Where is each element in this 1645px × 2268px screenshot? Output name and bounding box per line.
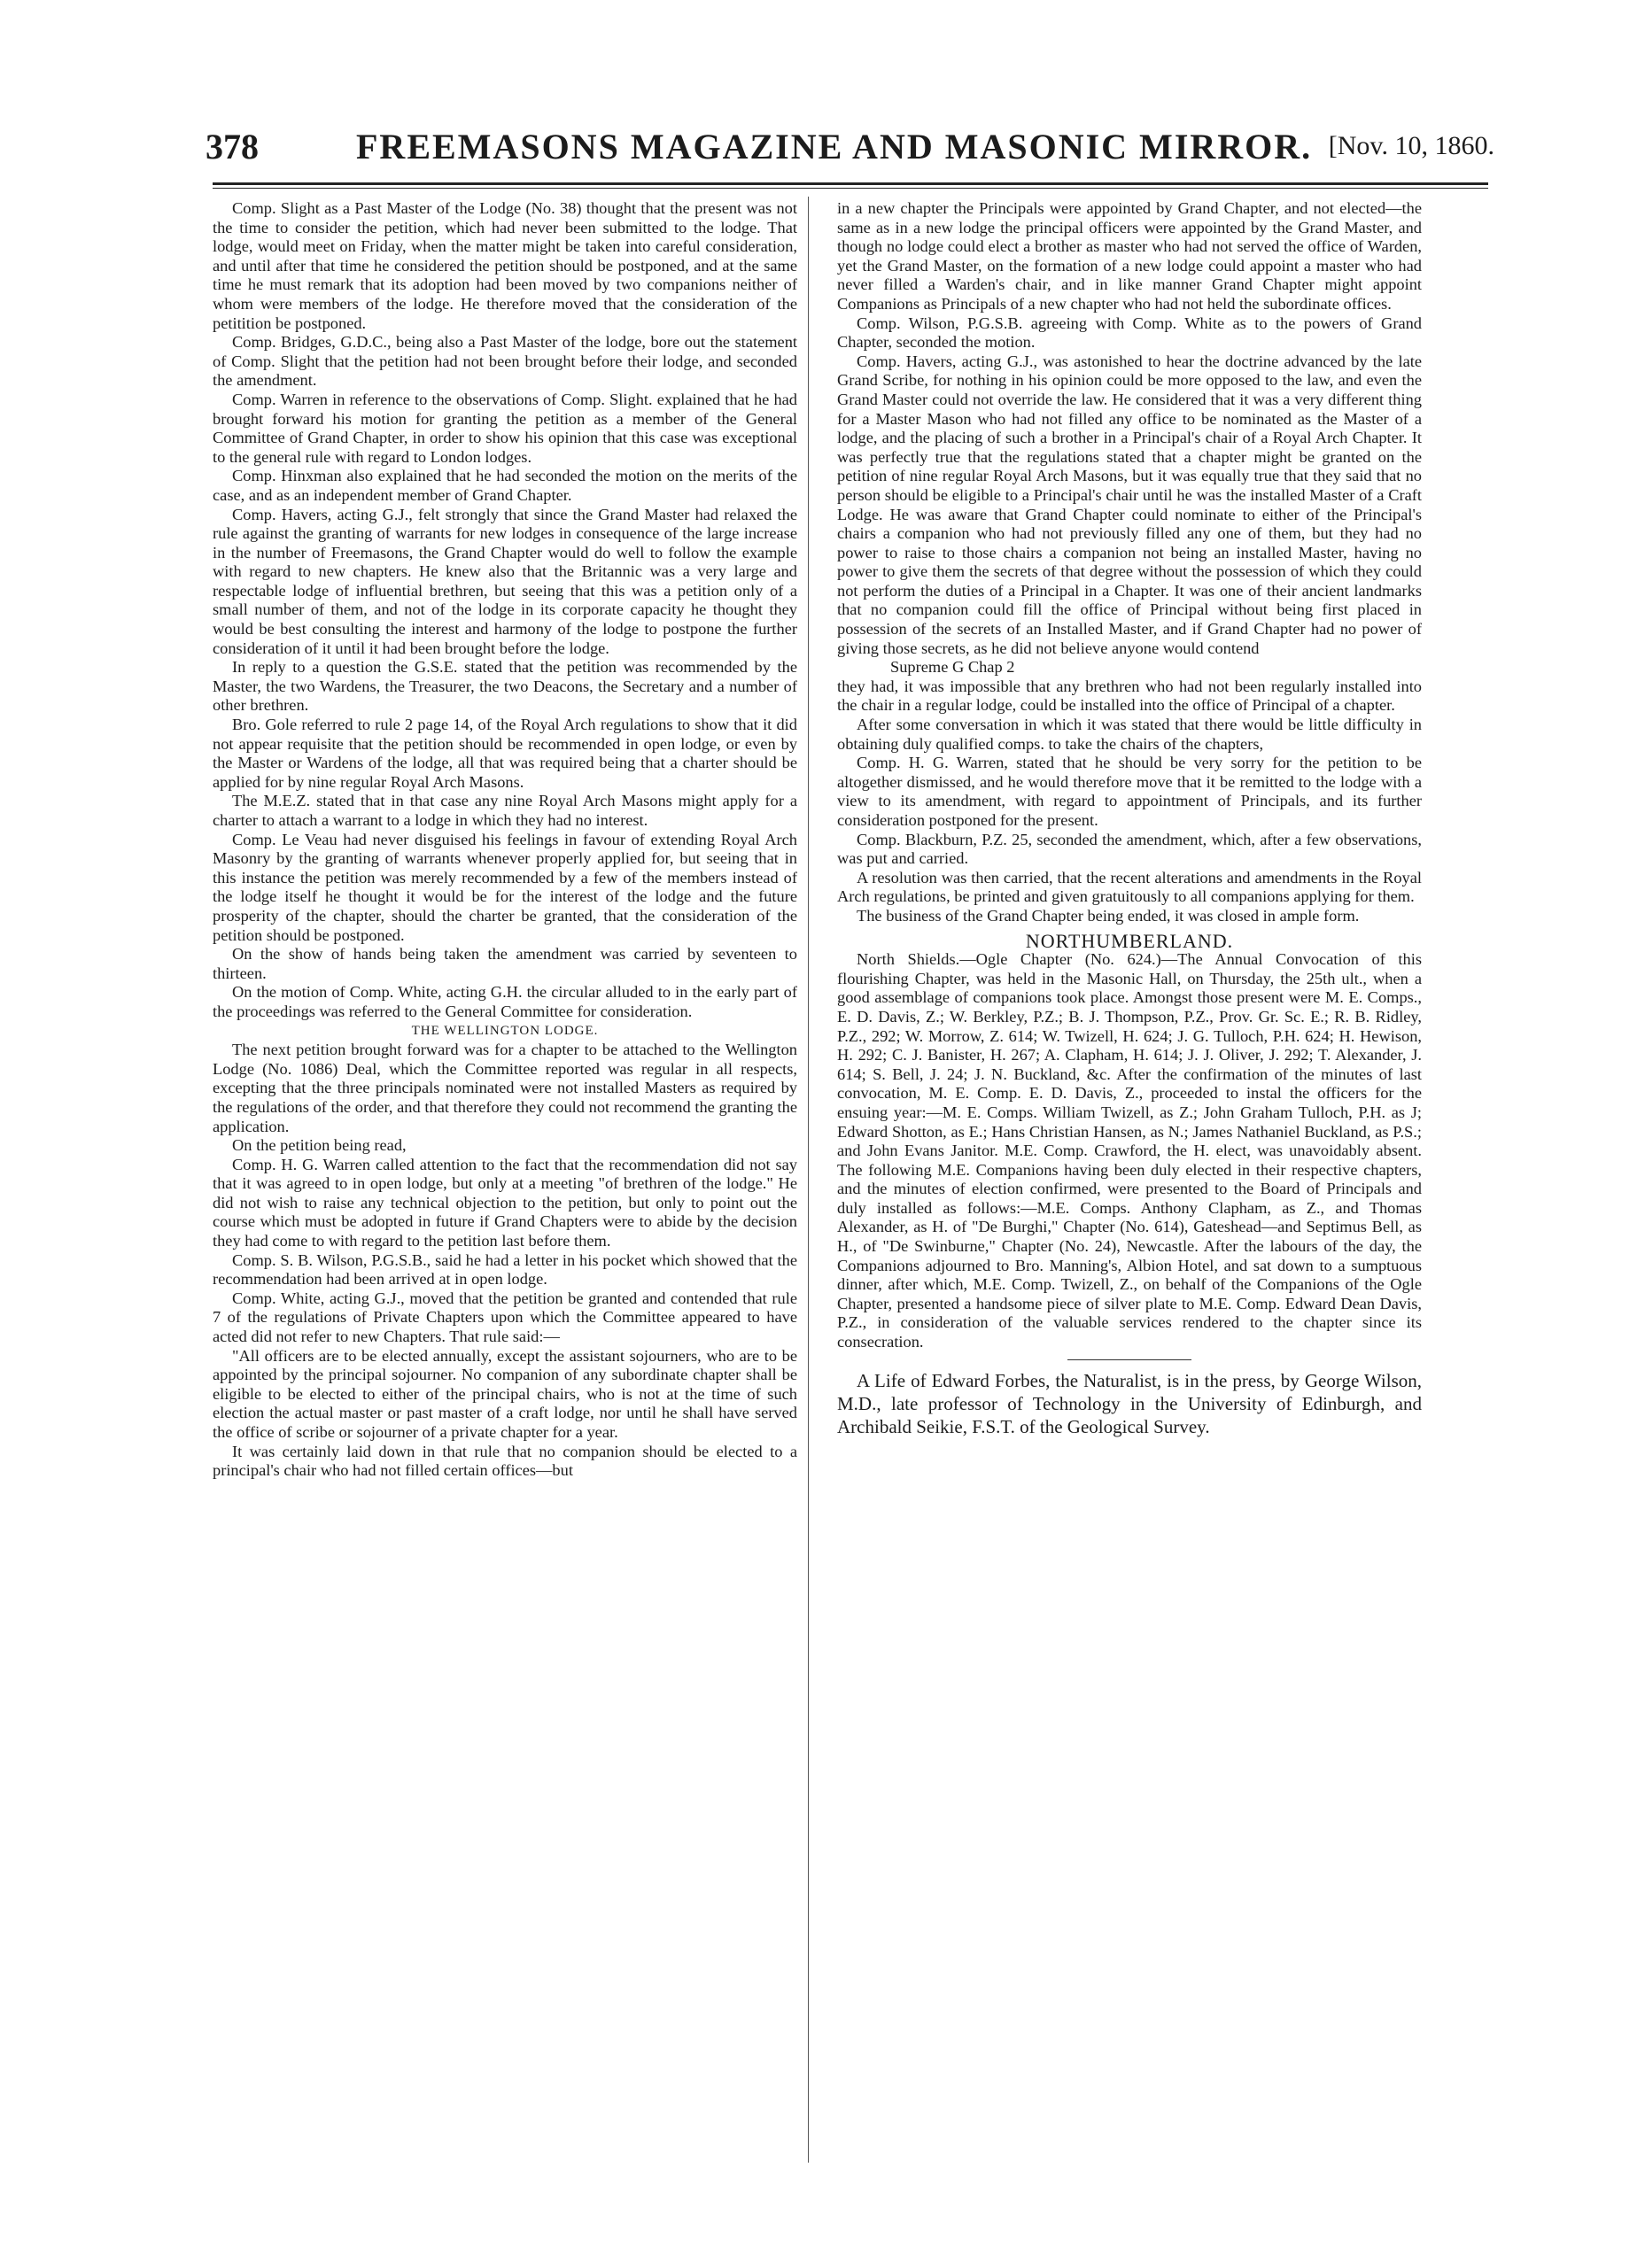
page-number: 378 — [206, 127, 259, 166]
page-header — [206, 126, 1494, 179]
left-column — [213, 199, 797, 1481]
catchline: Supreme G Chap 2 — [890, 658, 1015, 677]
paragraph: North Shields.—Ogle Chapter (No. 624.)—The Annual Convocation of this flourishing Chapter, was held in the Masonic Hall, on Thursday, the 25th ult., when a good assemblage of companions took place. Amongst those present were M. E. Comps., E. D. Davis, Z.; W. Berkley, P.Z.; B. J. Thompson, P.Z., Prov. Gr. Sc. E.; R. B. Ridley, P.Z., 292; W. Morrow, Z. 614; W. Twizell, H. 624; J. G. Tulloch, P.H. 624; H. Hewison, H. 292; C. J. Banister, H. 267; A. Clapham, H. 614; J. J. Oliver, J. 292; T. Alexander, J. 614; S. Bell, J. 24; J. N. Buckland, &c. After the confirmation of the minutes of last convocation, M. E. Comp. E. D. Davis, Z., proceeded to instal the officers for the ensuing year:—M. E. Comps. William Twizell, as Z.; John Graham Tulloch, P.H. as J; Edward Shotton, as E.; Hans Christian Hansen, as N.; James Nathaniel Buckland, as P.S.; and John Evans Janitor. M.E. Comp. Crawford, the H. elect, was unavoidably absent. The following M.E. Companions having been duly elected in their respective chapters, and the minutes of election confirmed, were presented to the Board of Principals and duly installed as follows:—M.E. Comps. Anthony Clapham, as Z., and Thomas Alexander, as H. of "De Burghi," Chapter (No. 614), Gateshead—and Septimus Bell, as H., of "De Swinburne," Chapter (No. 24), Newcastle. After the labours of the day, the Companions adjourned to Bro. Manning's, Albion Hotel, and sat down to a sumptuous dinner, after which, M.E. Comp. Twizell, Z., on behalf of the Companions of the Ogle Chapter, presented a handsome piece of silver plate to M.E. Comp. Edward Dean Davis, P.Z., in consideration of the valuable services rendered to the chapter since its consecration. — [837, 950, 1422, 1351]
paragraph: The business of the Grand Chapter being ended, it was closed in ample form. — [857, 906, 1360, 925]
paragraph: Comp. Bridges, G.D.C., being also a Past Master of the lodge, bore out the statement of Comp. Slight that the petition had not been brought before their lodge, and seconded the amendment. — [213, 333, 797, 390]
paragraph: Comp. H. G. Warren, stated that he should be very sorry for the petition to be altogether dismissed, and he would therefore move that it be remitted to the lodge with a view to its amendment, with regard to appointment of Principals, and its further consideration postponed for the present. — [837, 754, 1422, 829]
paragraph: Comp. Slight as a Past Master of the Lodge (No. 38) thought that the present was not the time to consider the petition, which had never been submitted to the lodge. That lodge, would meet on Friday, when the matter might be taken into careful consideration, and until after that time he considered the petition should be postponed, and at the same time he must remark that its adoption had been moved by two companions neither of whom were members of the lodge. He therefore moved that the consideration of the petitition be postponed. — [213, 199, 797, 332]
paragraph: Comp. S. B. Wilson, P.G.S.B., said he had a letter in his pocket which showed that the recommendation had been arrived at in open lodge. — [213, 1250, 797, 1289]
sub-heading: THE WELLINGTON LODGE. — [411, 1023, 599, 1038]
paragraph: The next petition brought forward was for a chapter to be attached to the Wellington Lodge (No. 1086) Deal, which the Committee reported was regular in all respects, excepting that the three principals nominated were not installed Masters as required by the regulations of the order, and that therefore they could not recommend the granting the application. — [213, 1041, 797, 1135]
header-rule-thin — [213, 188, 1488, 189]
paragraph: Bro. Gole referred to rule 2 page 14, of the Royal Arch regulations to show that it did not appear requisite that the petition should be recommended in open lodge, or even by the Master or Wardens of the lodge, all that was required being that a charter should be applied for by nine regular Royal Arch Masons. — [213, 716, 797, 791]
paragraph: A resolution was then carried, that the recent alterations and amendments in the Royal Arch regulations, be printed and given gratuitously to all companions applying for them. — [837, 868, 1422, 906]
paragraph: Comp. Hinxman also explained that he had seconded the motion on the merits of the case, and as an independent member of Grand Chapter. — [213, 467, 797, 504]
paragraph: in a new chapter the Principals were appointed by Grand Chapter, and not elected—the same as in a new lodge the principal officers were appointed by the Grand Master, and though no lodge could elect a brother as master who had not served the office of Warden, yet the Grand Master, on the formation of a new lodge could appoint a master who had never filled a Warden's chair, and in like manner Grand Chapter might appoint Companions as Principals of a new chapter who had not held the subordinate offices. — [837, 199, 1422, 313]
paragraph: It was certainly laid down in that rule that no companion should be elected to a principal's chair who had not filled certain offices—but — [213, 1442, 797, 1480]
right-column — [837, 199, 1422, 1438]
paragraph: After some conversation in which it was stated that there would be little difficulty in obtaining duly qualified comps. to take the chairs of the chapters, — [837, 716, 1422, 753]
paragraph: The M.E.Z. stated that in that case any nine Royal Arch Masons might apply for a charter to attach a warrant to a lodge in which they had no interest. — [213, 792, 797, 829]
book-notice: A Life of Edward Forbes, the Naturalist, is in the press, by George Wilson, M.D., late professor of Technology in the University of Edinburgh, and Archibald Seikie, F.S.T. of the Geological Survey. — [837, 1369, 1422, 1437]
issue-date: [Nov. 10, 1860. — [1328, 131, 1494, 160]
paragraph: Comp. Blackburn, P.Z. 25, seconded the amendment, which, after a few observations, was put and carried. — [837, 830, 1422, 868]
quoted-rule: "All officers are to be elected annually, except the assistant sojourners, who are to be appointed by the principal sojourner. No companion of any subordinate chapter shall be eligible to be elected to either of the principal chairs, who is not at the time of such election the actual master or past master of a craft lodge, nor until he shall have served the office of scribe or sojourner of a private chapter for a year. — [213, 1346, 797, 1441]
paragraph: Comp. Le Veau had never disguised his feelings in favour of extending Royal Arch Masonry by the granting of warrants whenever properly applied for, but seeing that in this instance the petition was merely recommended by a few of the members instead of the lodge itself he thought it would be for the interest of the lodge and the future prosperity of the chapter, should the charter be granted, that the consideration of the petition should be postponed. — [213, 830, 797, 944]
header-rule-thick — [213, 182, 1488, 185]
paragraph: On the show of hands being taken the amendment was carried by seventeen to thirteen. — [213, 945, 797, 982]
paragraph: Comp. Havers, acting G.J., felt strongly that since the Grand Master had relaxed the rule against the granting of warrants for new lodges in consequence of the large increase in the number of Freemasons, the Grand Chapter would do well to follow the example with regard to new chapters. He knew also that the Britannic was a very large and respectable lodge of influential brethren, but seeing that this was a petition only of a small number of them, and not of the lodge in its corporate capacity he thought they would be best consulting the interest and harmony of the lodge to postpone the further consideration of it until it had been brought before the lodge. — [213, 505, 797, 657]
section-heading: NORTHUMBERLAND. — [1025, 929, 1234, 952]
paragraph: Comp. Havers, acting G.J., was astonished to hear the doctrine advanced by the late Grand Scribe, for nothing in his opinion could be more opposed to the law, and even the Grand Master could not override the law. He considered that it was a very different thing for a Master Mason who had not filled any office to be nominated as the Master of a lodge, and the placing of such a brother in a Principal's chair of a Royal Arch Chapter. It was perfectly true that the regulations stated that a chapter might be granted on the petition of nine regular Royal Arch Masons, but it was equally true that they said that no person should be eligible to a Principal's chair until he was the installed Master of a Craft Lodge. He was aware that Grand Chapter could nominate to either of the Principal's chairs a companion who had not previously filled any one of them, but they had no power to raise to those chairs a companion not being an installed Master, having no power to give them the secrets of that degree without the possession of which they could not perform the duties of a Principal in a Chapter. It was one of their ancient landmarks that no companion could fill the office of Principal without being first placed in possession of the secrets of an Installed Master, and if Grand Chapter had no power of giving those secrets, as he did not believe anyone would contend — [837, 352, 1422, 657]
paragraph: On the petition being read, — [232, 1136, 407, 1155]
paragraph: they had, it was impossible that any brethren who had not been regularly installed into the chair in a regular lodge, could be installed into the office of Principal of a chapter. — [837, 677, 1422, 715]
paragraph: In reply to a question the G.S.E. stated that the petition was recommended by the Master, the two Wardens, the Treasurer, the two Deacons, the Secretary and a number of other brethren. — [213, 658, 797, 715]
paragraph: Comp. Wilson, P.G.S.B. agreeing with Comp. White as to the powers of Grand Chapter, seconded the motion. — [837, 313, 1422, 352]
column-divider — [808, 197, 809, 2163]
paragraph: Comp. H. G. Warren called attention to the fact that the recommendation did not say that it was agreed to in open lodge, but only at a meeting "of brethren of the lodge." He did not wish to raise any technical objection to the petition, but only to point out the course which must be adopted in future if Grand Chapters were to abide by the decision they had come to with regard to the petition last before them. — [213, 1155, 797, 1250]
paragraph: Comp. Warren in reference to the observations of Comp. Slight. explained that he had brought forward his motion for granting the petition as a member of the General Committee of Grand Chapter, in order to show his opinion that this case was exceptional to the general rule with regard to London lodges. — [213, 390, 797, 466]
paragraph: Comp. White, acting G.J., moved that the petition be granted and contended that rule 7 of the regulations of Private Chapters upon which the Committee appeared to have acted did not refer to new Chapters. That rule said:— — [213, 1289, 797, 1346]
separator-rule — [1067, 1359, 1191, 1360]
paragraph: On the motion of Comp. White, acting G.H. the circular alluded to in the early part of the proceedings was referred to the General Committee for consideration. — [213, 983, 797, 1020]
magazine-title: FREEMASONS MAGAZINE AND MASONIC MIRROR. — [356, 127, 1313, 166]
